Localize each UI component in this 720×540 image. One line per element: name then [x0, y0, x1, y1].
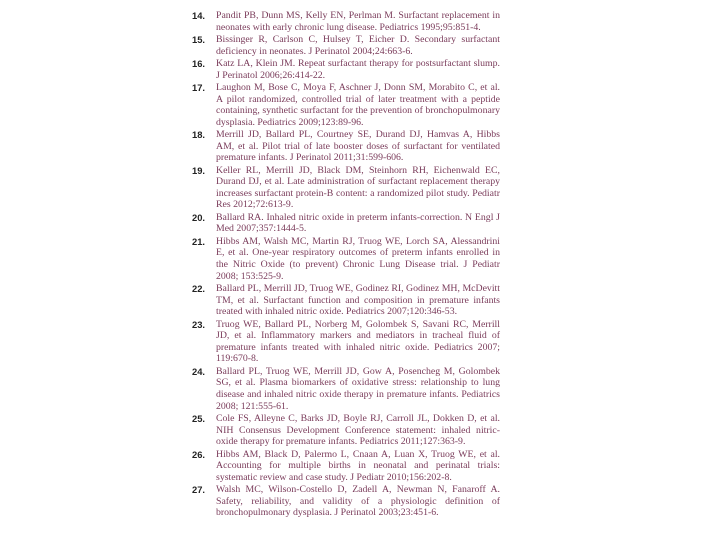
reference-text: Ballard PL, Truog WE, Merrill JD, Gow A, Posencheg M, Golombek SG, et al. Plasma biomarkers of oxidative stress: relationship to lung disease and inhaled nitric oxide therapy in premature infants. Pediatrics 2008; 121:555-61.: [216, 365, 500, 412]
reference-text: Laughon M, Bose C, Moya F, Aschner J, Donn SM, Morabito C, et al. A pilot randomized, controlled trial of later treatment with a peptide containing, synthetic surfactant for the prevention of bronchopulmonary dysplasia. Pediatrics 2009;123:89-96.: [216, 81, 500, 128]
reference-text: Keller RL, Merrill JD, Black DM, Steinhorn RH, Eichenwald EC, Durand DJ, et al. Late administration of surfactant replacement therapy increases surfactant protein-B content: a randomized pilot study. Pediatr Res 2012;72:613-9.: [216, 164, 500, 211]
reference-item: [192, 484, 500, 519]
reference-number: 26.: [192, 448, 206, 460]
reference-number: 21.: [192, 235, 206, 247]
reference-number: 16.: [192, 57, 206, 69]
reference-item: [192, 82, 500, 128]
reference-number: 18.: [192, 129, 206, 141]
reference-text: Katz LA, Klein JM. Repeat surfactant therapy for postsurfactant slump. J Perinatol 2006;26:414-22.: [216, 57, 500, 81]
reference-number: 17.: [192, 81, 206, 93]
reference-number: 25.: [192, 412, 206, 424]
reference-item: [192, 319, 500, 365]
reference-text: Merrill JD, Ballard PL, Courtney SE, Durand DJ, Hamvas A, Hibbs AM, et al. Pilot trial of late booster doses of surfactant for ventilated premature infants. J Perinatol 2011;31:599-606.: [216, 129, 500, 164]
reference-text: Ballard RA. Inhaled nitric oxide in preterm infants-correction. N Engl J Med 2007;357:1444-5.: [216, 211, 500, 235]
reference-item: [192, 129, 500, 164]
reference-number: 23.: [192, 318, 206, 330]
reference-text: Hibbs AM, Walsh MC, Martin RJ, Truog WE, Lorch SA, Alessandrini E, et al. One-year respiratory outcomes of preterm infants enrolled in the Nitric Oxide (to prevent) Chronic Lung Disease trial. J Pediatr 2008; 153:525-9.: [216, 235, 500, 282]
reference-item: [192, 366, 500, 412]
reference-item: [192, 283, 500, 318]
reference-text: Walsh MC, Wilson-Costello D, Zadell A, Newman N, Fanaroff A. Safety, reliability, and validity of a physiologic definition of bronchopulmonary dysplasia. J Perinatol 2003;23:451-6.: [216, 484, 500, 519]
reference-text: Hibbs AM, Black D, Palermo L, Cnaan A, Luan X, Truog WE, et al. Accounting for multiple births in neonatal and perinatal trials: systematic review and case study. J Pediatr 2010;156:202-8.: [216, 448, 500, 483]
reference-item: [192, 212, 500, 235]
reference-number: 22.: [192, 283, 206, 295]
reference-number: 27.: [192, 484, 206, 496]
reference-list: [192, 10, 500, 520]
reference-text: Cole FS, Alleyne C, Barks JD, Boyle RJ, Carroll JL, Dokken D, et al. NIH Consensus Development Conference statement: inhaled nitric-oxide therapy for premature infants. Pediatrics 2011;127:363-9.: [216, 412, 500, 448]
reference-item: [192, 413, 500, 448]
reference-number: 14.: [192, 10, 206, 21]
reference-item: [192, 58, 500, 81]
reference-item: [192, 34, 500, 57]
reference-number: 20.: [192, 211, 206, 223]
reference-text: Ballard PL, Merrill JD, Truog WE, Godinez RI, Godinez MH, McDevitt TM, et al. Surfactant function and composition in premature infants treated with inhaled nitric oxide. Pediatrics 2007;120:346-53.: [216, 283, 500, 318]
reference-item: [192, 165, 500, 211]
reference-item: [192, 449, 500, 484]
reference-item: [192, 10, 500, 33]
reference-text: Pandit PB, Dunn MS, Kelly EN, Perlman M. Surfactant replacement in neonates with early chronic lung disease. Pediatrics 1995;95:851-4.: [216, 10, 500, 33]
reference-number: 19.: [192, 164, 206, 176]
reference-item: [192, 236, 500, 282]
reference-text: Truog WE, Ballard PL, Norberg M, Golombek S, Savani RC, Merrill JD, et al. Inflammatory markers and mediators in tracheal fluid of premature infants treated with inhaled nitric oxide. Pediatrics 2007; 119:670-8.: [216, 318, 500, 365]
reference-number: 24.: [192, 365, 206, 377]
reference-number: 15.: [192, 33, 206, 45]
reference-text: Bissinger R, Carlson C, Hulsey T, Eicher D. Secondary surfactant deficiency in neonates. J Perinatol 2004;24:663-6.: [216, 33, 500, 57]
